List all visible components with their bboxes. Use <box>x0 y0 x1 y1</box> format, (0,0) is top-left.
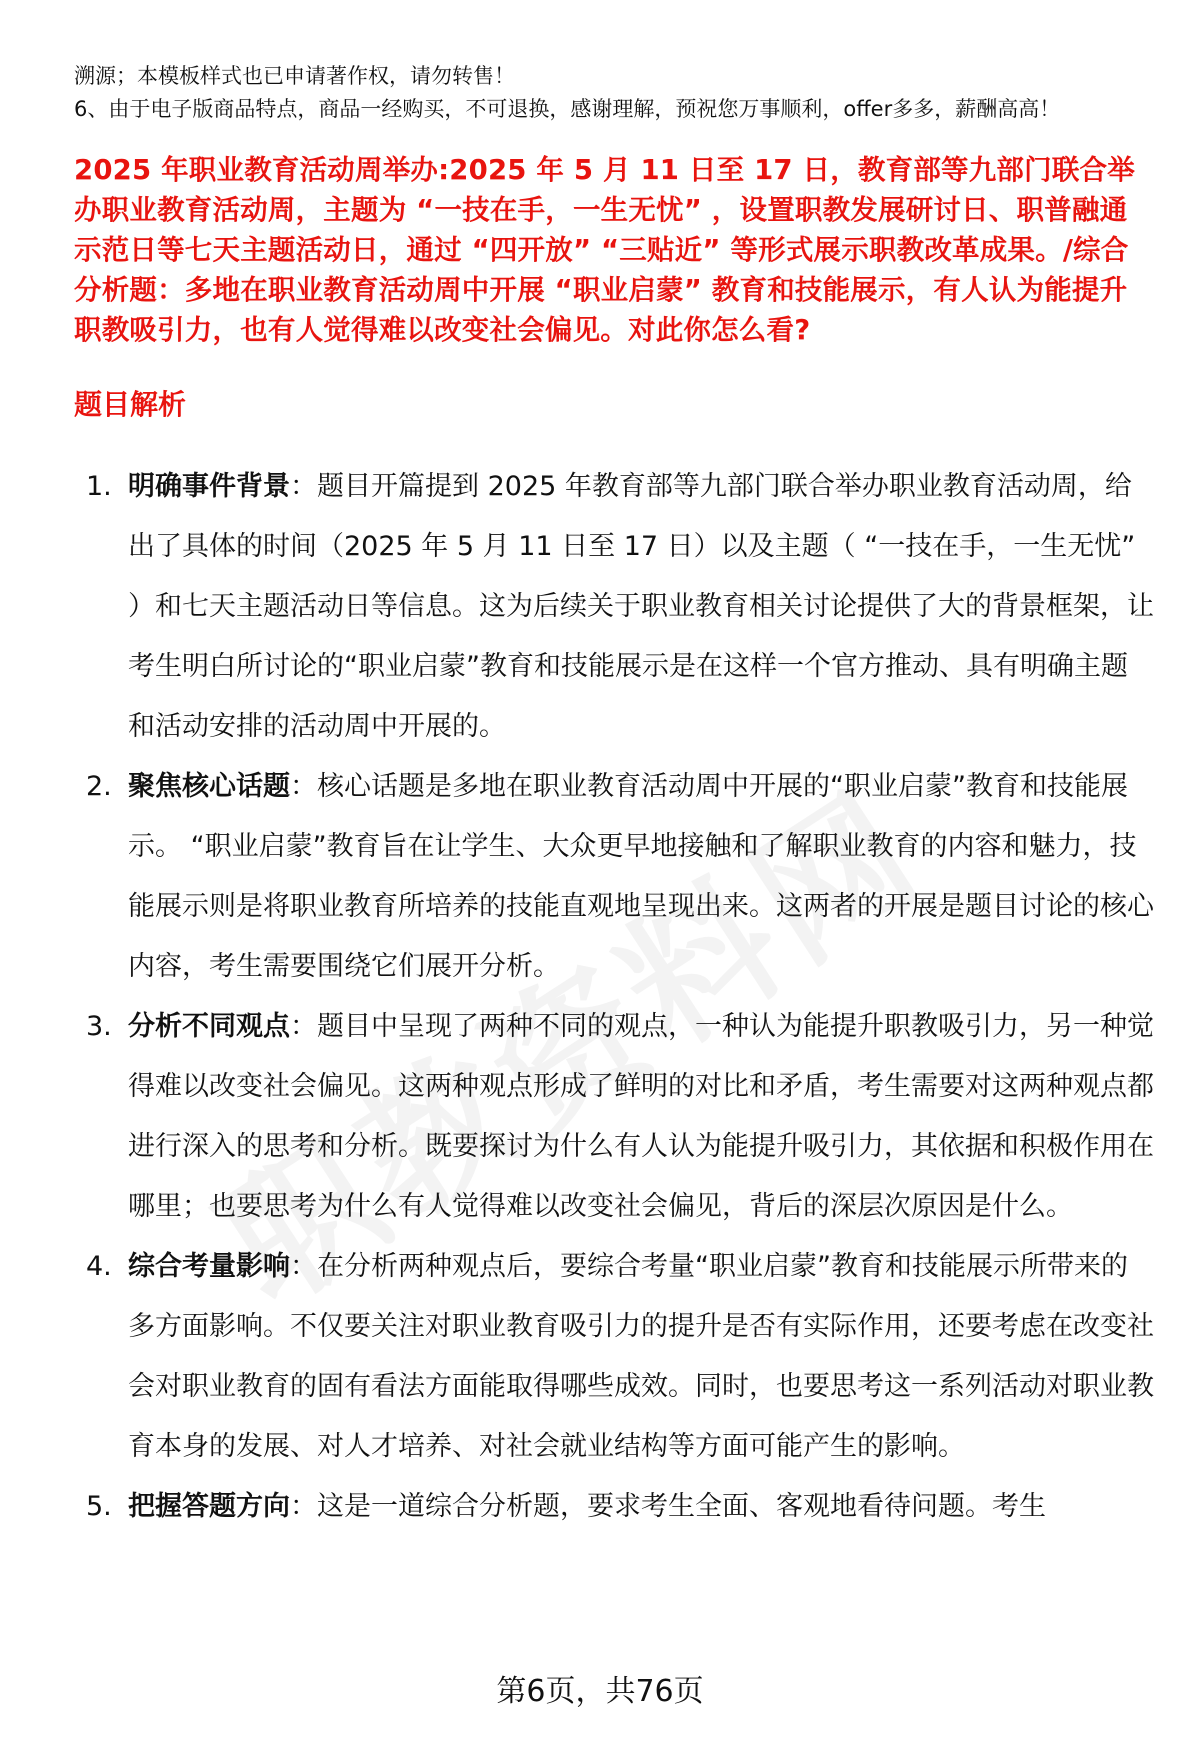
analysis-item-4 <box>74 1237 1154 1477</box>
item-number: 3. <box>86 1011 112 1042</box>
note-line-2: 6、由于电子版商品特点，商品一经购买，不可退换，感谢理解，预祝您万事顺利，offer多多，薪酬高高！ <box>74 97 1061 121</box>
analysis-item-3 <box>74 997 1154 1237</box>
item-term: 综合考量影响 <box>128 1251 290 1282</box>
item-text: ：核心话题是多地在职业教育活动周中开展的“职业启蒙”教育和技能展示。 “职业启蒙”教育旨在让学生、大众更早地接触和了解职业教育的内容和魅力，技能展示则是将职业教育所培养的技能直观地呈现出来。这两者的开展是题目讨论的核心内容，考生需要围绕它们展开分析。 <box>128 771 1154 982</box>
item-number: 1. <box>86 471 112 502</box>
item-number: 2. <box>86 771 112 802</box>
item-number: 5. <box>86 1491 112 1522</box>
question-text: 2025 年职业教育活动周举办:2025 年 5 月 11 日至 17 日，教育部等九部门联合举办职业教育活动周，主题为 “一技在手，一生无忧” ，设置职教发展研讨日、职普融通示范日等七天主题活动日，通过 “四开放” “三贴近” 等形式展示职教改革成果。/综合分析题：多地在职业教育活动周中开展 “职业启蒙” 教育和技能展示，有人认为能提升职教吸引力，也有人觉得难以改变社会偏见。对此你怎么看? <box>74 154 1135 346</box>
note-line-1: 溯源；本模板样式也已申请著作权，请勿转售！ <box>74 64 515 88</box>
item-number: 4. <box>86 1251 112 1282</box>
item-text: ：题目开篇提到 2025 年教育部等九部门联合举办职业教育活动周，给出了具体的时间（2025 年 5 月 11 日至 17 日）以及主题（ “一技在手，一生无忧” ）和七天主题活动日等信息。这为后续关于职业教育相关讨论提供了大的背景框架，让考生明白所讨论的“职业启蒙”教育和技能展示是在这样一个官方推动、具有明确主题和活动安排的活动周中开展的。 <box>128 471 1154 742</box>
analysis-list <box>74 457 1154 1537</box>
item-term: 明确事件背景 <box>128 471 290 502</box>
item-text: ：题目中呈现了两种不同的观点，一种认为能提升职教吸引力，另一种觉得难以改变社会偏见。这两种观点形成了鲜明的对比和矛盾，考生需要对这两种观点都进行深入的思考和分析。既要探讨为什么有人认为能提升吸引力，其依据和积极作用在哪里；也要思考为什么有人觉得难以改变社会偏见，背后的深层次原因是什么。 <box>128 1011 1154 1222</box>
item-text: ：这是一道综合分析题，要求考生全面、客观地看待问题。考生 <box>290 1491 1046 1522</box>
item-term: 把握答题方向 <box>128 1491 290 1522</box>
item-term: 分析不同观点 <box>128 1011 290 1042</box>
analysis-item-1 <box>74 457 1154 757</box>
section-title: 题目解析 <box>74 388 187 421</box>
analysis-item-5 <box>74 1477 1154 1537</box>
page-footer: 第6页，共76页 <box>496 1674 704 1709</box>
top-notes <box>74 60 1154 126</box>
analysis-item-2 <box>74 757 1154 997</box>
item-term: 聚焦核心话题 <box>128 771 290 802</box>
item-text: ：在分析两种观点后，要综合考量“职业启蒙”教育和技能展示所带来的多方面影响。不仅要关注对职业教育吸引力的提升是否有实际作用，还要考虑在改变社会对职业教育的固有看法方面能取得哪些成效。同时，也要思考这一系列活动对职业教育本身的发展、对人才培养、对社会就业结构等方面可能产生的影响。 <box>128 1251 1154 1462</box>
